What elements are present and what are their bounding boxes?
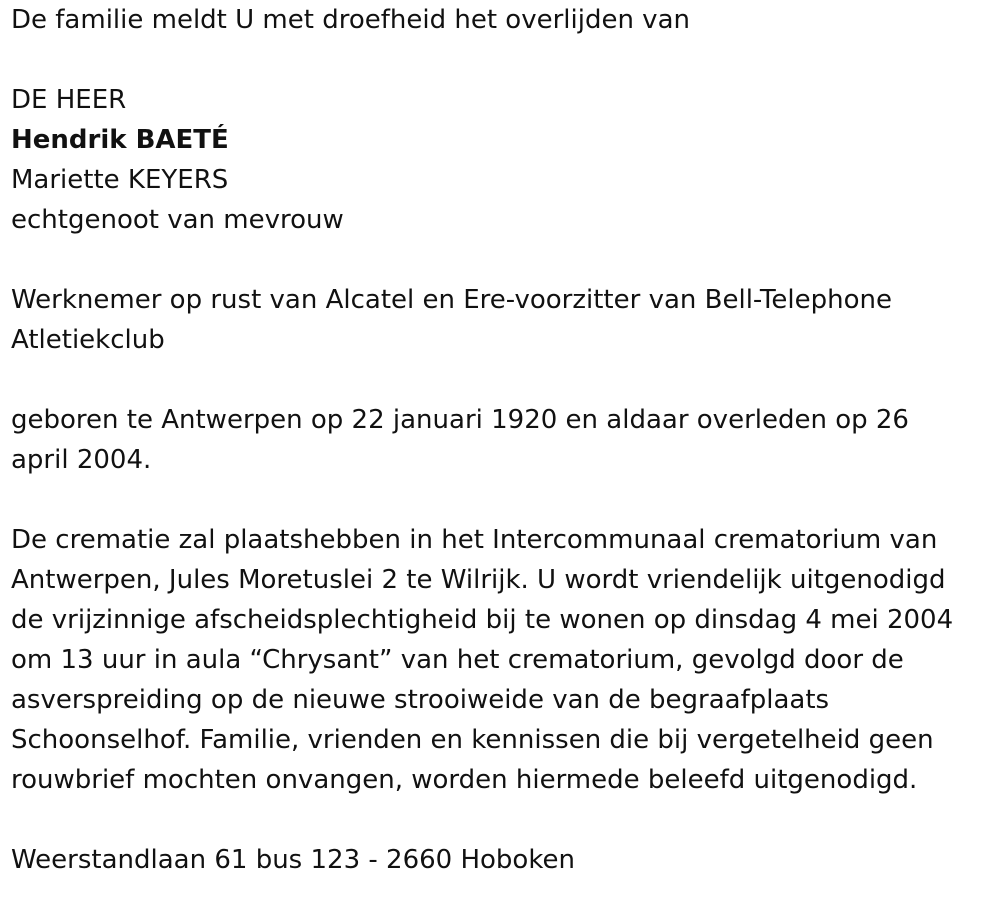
honorific-title: DE HEER bbox=[11, 85, 127, 115]
spacer bbox=[11, 240, 986, 280]
intro-text: De familie meldt U met droefheid het overlijden van bbox=[11, 5, 690, 35]
spacer bbox=[11, 40, 986, 80]
birth-death-paragraph bbox=[11, 400, 986, 480]
occupation-line: Werknemer op rust van Alcatel en Ere-voorzitter van Bell-Telephone bbox=[11, 285, 892, 315]
address: Weerstandlaan 61 bus 123 - 2660 Hoboken bbox=[11, 845, 575, 875]
birth-death-line: geboren te Antwerpen op 22 januari 1920 en aldaar overleden op 26 bbox=[11, 405, 909, 435]
ceremony-line: Schoonselhof. Familie, vrienden en kennissen die bij vergetelheid geen bbox=[11, 725, 934, 755]
deceased-name: Hendrik BAETÉ bbox=[11, 125, 229, 155]
ceremony-line: rouwbrief mochten onvangen, worden hiermede beleefd uitgenodigd. bbox=[11, 765, 918, 795]
spouse-relation: echtgenoot van mevrouw bbox=[11, 205, 344, 235]
ceremony-line: de vrijzinnige afscheidsplechtigheid bij te wonen op dinsdag 4 mei 2004 bbox=[11, 605, 954, 635]
birth-death-line: april 2004. bbox=[11, 445, 152, 475]
spacer bbox=[11, 360, 986, 400]
spacer bbox=[11, 800, 986, 840]
spouse-name: Mariette KEYERS bbox=[11, 165, 229, 195]
occupation-line: Atletiekclub bbox=[11, 325, 165, 355]
ceremony-paragraph bbox=[11, 520, 986, 800]
ceremony-line: De crematie zal plaatshebben in het Intercommunaal crematorium van bbox=[11, 525, 938, 555]
ceremony-line: om 13 uur in aula “Chrysant” van het crematorium, gevolgd door de bbox=[11, 645, 904, 675]
spacer bbox=[11, 480, 986, 520]
ceremony-line: asverspreiding op de nieuwe strooiweide van de begraafplaats bbox=[11, 685, 830, 715]
occupation-paragraph bbox=[11, 280, 986, 360]
ceremony-line: Antwerpen, Jules Moretuslei 2 te Wilrijk. U wordt vriendelijk uitgenodigd bbox=[11, 565, 946, 595]
death-notice bbox=[11, 0, 986, 880]
